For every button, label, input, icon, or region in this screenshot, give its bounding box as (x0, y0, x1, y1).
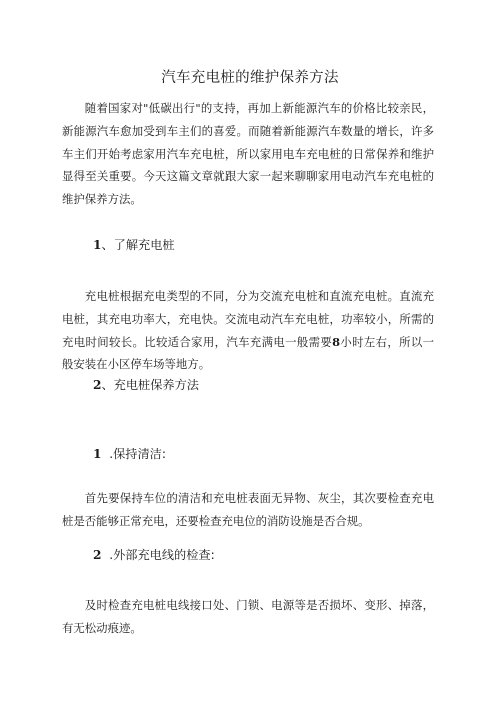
section-1-paragraph (62, 285, 434, 376)
item-1-title: .保持清洁: (109, 447, 166, 461)
section-1-text-a: 充电桩根据充电类型的不同，分为交流充电桩和直流充电桩。直流充电桩，其充电功率大，充电快。交流电动汽车充电桩，功率较小，所需的充电时间较长。比较适合家用，汽车充满电一般需要 (62, 289, 434, 349)
item-2-heading (93, 546, 215, 563)
section-1-hours-value: 8 (332, 334, 341, 349)
section-2-heading (93, 376, 199, 393)
intro-paragraph: 随着国家对"低碳出行"的支持，再加上新能源汽车的价格比较亲民，新能源汽车愈加受到车主们的喜爱。而随着新能源汽车数量的增长，许多车主们开始考虑家用汽车充电桩，所以家用电车充电桩的日常保养和维护显得至关重要。今天这篇文章就跟大家一起来聊聊家用电动汽车充电桩的维护保养方法。 (62, 101, 434, 207)
section-1-title: 、了解充电桩 (101, 238, 175, 252)
document-title: 汽车充电桩的维护保养方法 (161, 70, 339, 86)
section-1-number: 1 (93, 238, 102, 252)
section-2-title: 、充电桩保养方法 (101, 378, 199, 392)
item-1-number: 1 (93, 447, 102, 461)
section-1-text-b: 小时左右，所以一般安装在小区停车场等地方。 (62, 334, 434, 372)
section-1-heading (93, 236, 175, 253)
section-2-number: 2 (93, 378, 102, 392)
item-2-title: .外部充电线的检查: (109, 548, 215, 562)
item-1-paragraph: 首先要保持车位的清洁和充电桩表面无异物、灰尘，其次要检查充电桩是否能够正常充电，还要检查充电位的消防设施是否合规。 (62, 491, 434, 528)
item-2-paragraph: 及时检查充电桩电线接口处、门锁、电源等是否损坏、变形、掉落，有无松动痕迹。 (62, 598, 434, 635)
item-2-number: 2 (93, 548, 102, 562)
item-1-heading (93, 445, 166, 462)
